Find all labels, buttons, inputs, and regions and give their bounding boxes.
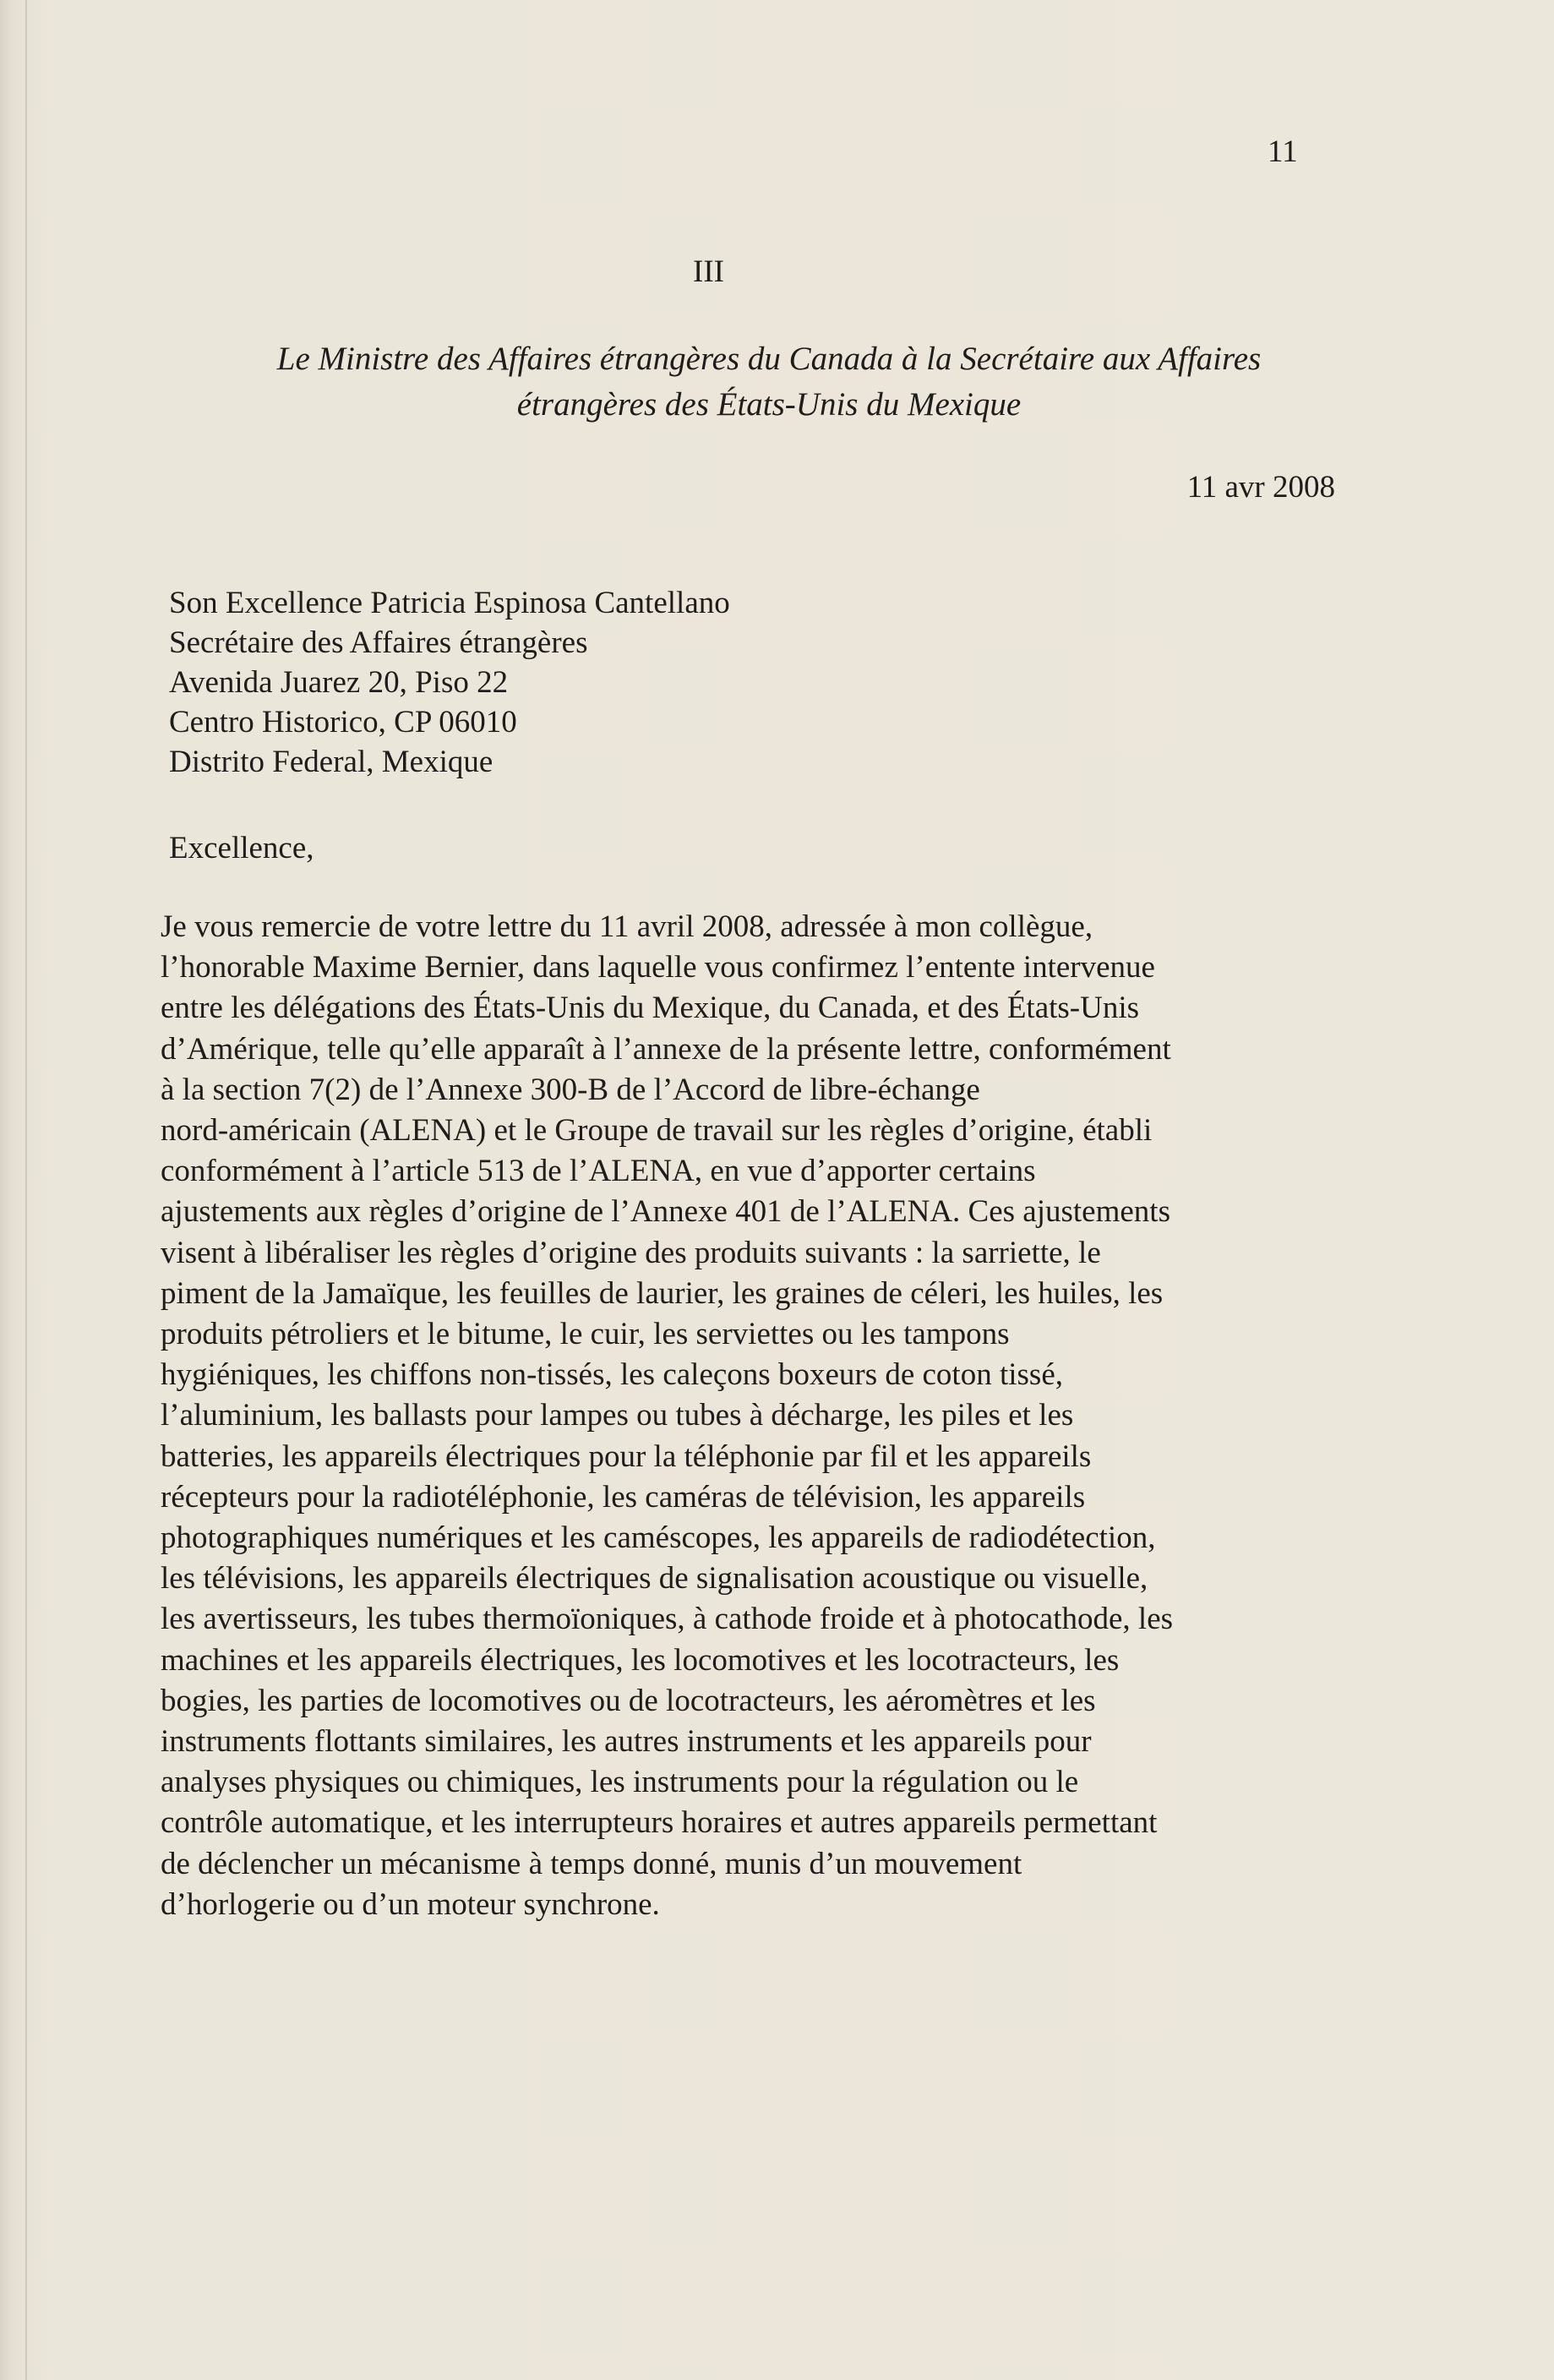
- body-line: batteries, les appareils électriques pour la téléphonie par fil et les appareils: [161, 1438, 1092, 1474]
- body-line: les télévisions, les appareils électriques de signalisation acoustique ou visuelle,: [161, 1561, 1148, 1597]
- body-line: nord-américain (ALENA) et le Groupe de travail sur les règles d’origine, établi: [161, 1113, 1153, 1149]
- section-number: III: [693, 254, 724, 289]
- body-line: visent à libéraliser les règles d’origine des produits suivants : la sarriette, le: [161, 1235, 1101, 1270]
- address-line: Distrito Federal, Mexique: [169, 745, 493, 779]
- heading-line: Le Ministre des Affaires étrangères du Canada à la Secrétaire aux Affaires: [276, 341, 1262, 377]
- page-binding-edge: [25, 0, 27, 2380]
- body-line: machines et les appareils électriques, les locomotives et les locotracteurs, les: [161, 1642, 1120, 1678]
- body-line: l’honorable Maxime Bernier, dans laquelle vous confirmez l’entente intervenue: [161, 950, 1155, 985]
- body-line: Je vous remercie de votre lettre du 11 avril 2008, adressée à mon collègue,: [161, 909, 1093, 944]
- body-line: conformément à l’article 513 de l’ALENA, en vue d’apporter certains: [161, 1154, 1036, 1189]
- recipient-address: [169, 583, 1014, 782]
- body-line: ajustements aux règles d’origine de l’Annexe 401 de l’ALENA. Ces ajustements: [161, 1194, 1170, 1230]
- body-line: contrôle automatique, et les interrupteurs horaires et autres appareils permettant: [161, 1805, 1158, 1841]
- body-line: à la section 7(2) de l’Annexe 300-B de l’Accord de libre-échange: [161, 1072, 980, 1107]
- body-line: d’Amérique, telle qu’elle apparaît à l’annexe de la présente lettre, conformément: [161, 1031, 1171, 1067]
- letter-heading: [186, 336, 1352, 428]
- letter-date: 11 avr 2008: [1186, 470, 1335, 505]
- body-line: analyses physiques ou chimiques, les instruments pour la régulation ou le: [161, 1765, 1079, 1800]
- body-line: les avertisseurs, les tubes thermoïoniques, à cathode froide et à photocathode, les: [161, 1602, 1174, 1637]
- body-line: d’horlogerie ou d’un moteur synchrone.: [161, 1886, 660, 1922]
- body-line: instruments flottants similaires, les autres instruments et les appareils pour: [161, 1724, 1092, 1760]
- heading-line: étrangères des États-Unis du Mexique: [516, 386, 1022, 423]
- letter-body: [161, 907, 1335, 1925]
- body-line: bogies, les parties de locomotives ou de locotracteurs, les aéromètres et les: [161, 1683, 1096, 1718]
- body-line: hygiéniques, les chiffons non-tissés, les caleçons boxeurs de coton tissé,: [161, 1357, 1063, 1393]
- body-line: produits pétroliers et le bitume, le cuir, les serviettes ou les tampons: [161, 1317, 1010, 1352]
- body-line: récepteurs pour la radiotéléphonie, les caméras de télévision, les appareils: [161, 1479, 1086, 1515]
- body-line: l’aluminium, les ballasts pour lampes ou tubes à décharge, les piles et les: [161, 1398, 1074, 1433]
- address-line: Son Excellence Patricia Espinosa Cantellano: [169, 586, 730, 620]
- address-line: Centro Historico, CP 06010: [169, 705, 517, 740]
- body-line: entre les délégations des États-Unis du Mexique, du Canada, et des États-Unis: [161, 991, 1140, 1026]
- body-line: photographiques numériques et les caméscopes, les appareils de radiodétection,: [161, 1520, 1156, 1556]
- page-number: 11: [1268, 134, 1298, 169]
- address-line: Avenida Juarez 20, Piso 22: [169, 665, 509, 700]
- body-line: de déclencher un mécanisme à temps donné, munis d’un mouvement: [161, 1846, 1022, 1881]
- address-line: Secrétaire des Affaires étrangères: [169, 625, 588, 660]
- body-line: piment de la Jamaïque, les feuilles de laurier, les graines de céleri, les huiles, les: [161, 1275, 1164, 1311]
- salutation: Excellence,: [169, 831, 314, 865]
